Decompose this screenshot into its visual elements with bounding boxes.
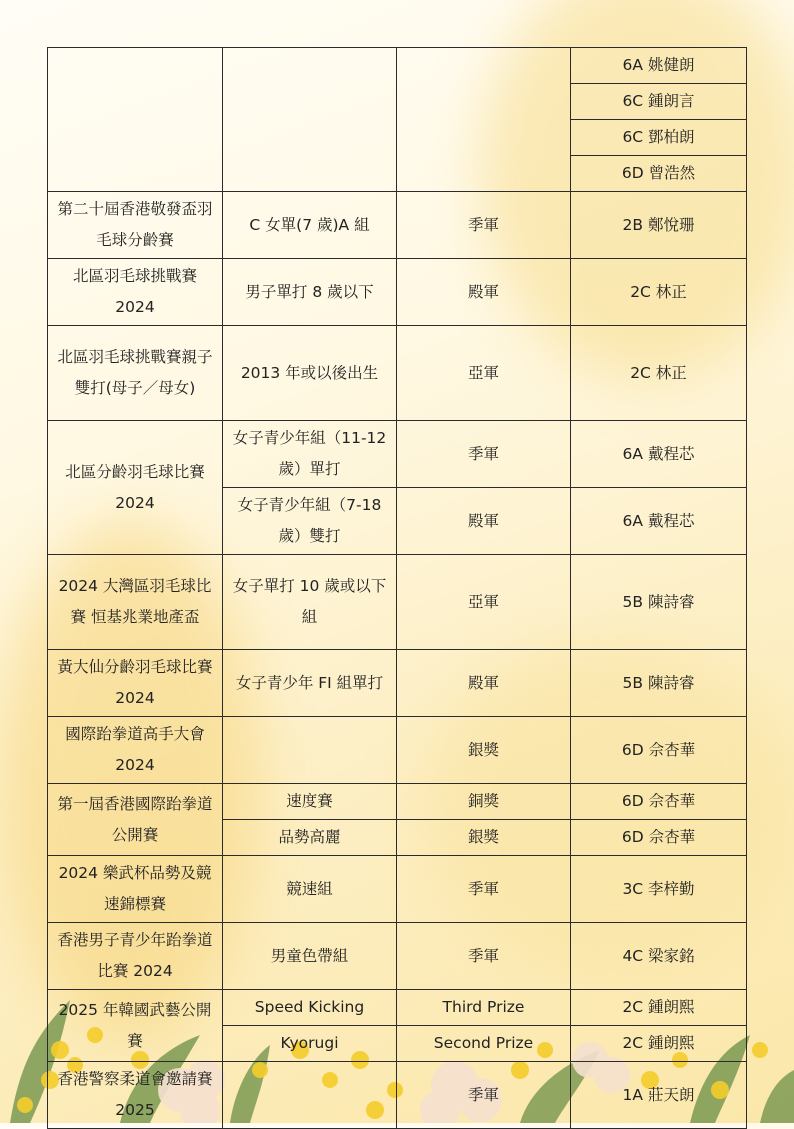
winner-cell: 6C 鍾朗言 [571, 84, 747, 120]
award-cell: Second Prize [397, 1026, 571, 1062]
winner-cell: 6D 佘杏華 [571, 717, 747, 784]
winner-cell: 2C 林正 [571, 259, 747, 326]
event-cell: 國際跆拳道高手大會 2024 [48, 717, 223, 784]
event-cell: 第一屆香港國際跆拳道公開賽 [48, 784, 223, 856]
event-cell: 北區分齡羽毛球比賽 2024 [48, 421, 223, 555]
winner-cell: 4C 梁家銘 [571, 923, 747, 990]
event-cell: 香港警察柔道會邀請賽 2025 [48, 1062, 223, 1129]
category-cell: Kyorugi [223, 1026, 397, 1062]
event-cell: 2024 大灣區羽毛球比賽 恒基兆業地產盃 [48, 555, 223, 650]
category-cell: 速度賽 [223, 784, 397, 820]
event-cell: 2024 樂武杯品勢及競速錦標賽 [48, 856, 223, 923]
event-cell [48, 48, 223, 192]
category-cell: Speed Kicking [223, 990, 397, 1026]
category-cell: 男童色帶組 [223, 923, 397, 990]
award-cell: 季軍 [397, 421, 571, 488]
award-cell: 銀獎 [397, 820, 571, 856]
winner-cell: 6A 戴程芯 [571, 488, 747, 555]
award-cell: 殿軍 [397, 488, 571, 555]
award-cell: 銅獎 [397, 784, 571, 820]
winner-cell: 3C 李梓勤 [571, 856, 747, 923]
winner-cell: 1A 莊天朗 [571, 1062, 747, 1129]
winner-cell: 5B 陳詩睿 [571, 555, 747, 650]
event-cell: 2025 年韓國武藝公開賽 [48, 990, 223, 1062]
winner-cell: 6D 佘杏華 [571, 784, 747, 820]
category-cell: C 女單(7 歲)A 組 [223, 192, 397, 259]
winner-cell: 2B 鄭悅珊 [571, 192, 747, 259]
winner-cell: 2C 鍾朗熙 [571, 1026, 747, 1062]
category-cell: 品勢高麗 [223, 820, 397, 856]
winner-cell: 2C 鍾朗熙 [571, 990, 747, 1026]
winner-cell: 6A 戴程芯 [571, 421, 747, 488]
category-cell: 女子青少年 FI 組單打 [223, 650, 397, 717]
award-cell: 殿軍 [397, 259, 571, 326]
winner-cell: 5B 陳詩睿 [571, 650, 747, 717]
event-cell: 北區羽毛球挑戰賽親子雙打(母子／母女) [48, 326, 223, 421]
event-cell: 第二十屆香港敬發盃羽毛球分齡賽 [48, 192, 223, 259]
winner-cell: 6D 佘杏華 [571, 820, 747, 856]
award-cell: 季軍 [397, 192, 571, 259]
award-cell: 季軍 [397, 923, 571, 990]
category-cell [223, 717, 397, 784]
winner-cell: 6D 曾浩然 [571, 156, 747, 192]
winner-cell: 6C 鄧柏朗 [571, 120, 747, 156]
category-cell: 競速組 [223, 856, 397, 923]
award-cell [397, 48, 571, 192]
event-cell: 香港男子青少年跆拳道比賽 2024 [48, 923, 223, 990]
category-cell: 男子單打 8 歲以下 [223, 259, 397, 326]
event-cell: 北區羽毛球挑戰賽 2024 [48, 259, 223, 326]
event-cell: 黃大仙分齡羽毛球比賽 2024 [48, 650, 223, 717]
award-cell: 亞軍 [397, 326, 571, 421]
award-cell: Third Prize [397, 990, 571, 1026]
category-cell: 女子青少年組（11-12 歲）單打 [223, 421, 397, 488]
winner-cell: 6A 姚健朗 [571, 48, 747, 84]
category-cell: 女子單打 10 歲或以下組 [223, 555, 397, 650]
award-cell: 季軍 [397, 1062, 571, 1129]
award-cell: 亞軍 [397, 555, 571, 650]
winner-cell: 2C 林正 [571, 326, 747, 421]
award-cell: 季軍 [397, 856, 571, 923]
category-cell [223, 1062, 397, 1129]
award-cell: 銀獎 [397, 717, 571, 784]
category-cell: 2013 年或以後出生 [223, 326, 397, 421]
awards-table [47, 47, 747, 1129]
category-cell: 女子青少年組（7-18 歲）雙打 [223, 488, 397, 555]
award-cell: 殿軍 [397, 650, 571, 717]
category-cell [223, 48, 397, 192]
